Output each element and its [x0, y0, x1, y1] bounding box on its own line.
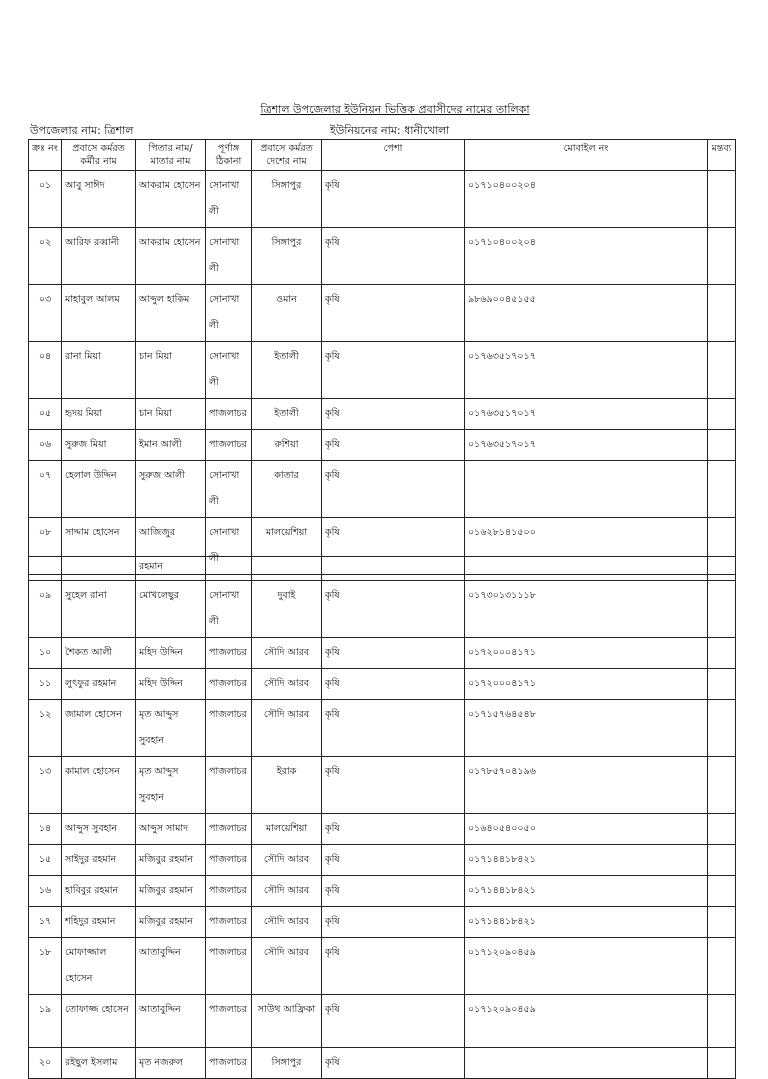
cell-remarks — [708, 700, 736, 757]
col-header-name: প্রবাসে কর্মরত কর্মীর নাম — [62, 140, 136, 171]
col-header-remarks: মন্তব্য — [708, 140, 736, 171]
cell-remarks — [708, 228, 736, 285]
table-row — [29, 814, 736, 845]
cell-profession: কৃষি — [322, 995, 465, 1048]
cell-father: আতাবুদ্দিন — [136, 995, 206, 1048]
cell-profession: কৃষি — [322, 285, 465, 342]
cell-father: আকরাম হোসেন — [136, 171, 206, 228]
cell-remarks — [708, 399, 736, 430]
cell-profession: কৃষি — [322, 845, 465, 876]
cell-profession: কৃষি — [322, 938, 465, 995]
cell-address: সোনাখালী — [206, 342, 252, 399]
cell-country: সিঙ্গাপুর — [252, 1048, 322, 1079]
cell-profession: কৃষি — [322, 700, 465, 757]
cell-country: দুবাই — [252, 581, 322, 638]
cell-address: পাজলাচর — [206, 399, 252, 430]
cell-address: পাজলাচর — [206, 907, 252, 938]
table-row — [29, 228, 736, 285]
cell-remarks — [708, 342, 736, 399]
cell-father: মহিদ উদ্দিন — [136, 669, 206, 700]
cell-sl: ০২ — [29, 228, 62, 285]
cell-remarks — [708, 938, 736, 995]
cell-mobile: ০১৬৪০৫৪০০৫০ — [465, 814, 708, 845]
cell-mobile: ০১৭২০০০৪১৭১ — [465, 638, 708, 669]
cell-remarks — [708, 907, 736, 938]
cell-sl: ১৮ — [29, 938, 62, 995]
table-row — [29, 669, 736, 700]
cell-country: মালয়েশিয়া — [252, 814, 322, 845]
cell-remarks — [708, 285, 736, 342]
cell-profession: কৃষি — [322, 1048, 465, 1079]
cell-address: পাজলাচর — [206, 430, 252, 461]
cell-mobile: ০১৭৬৩৫১৭০১৭ — [465, 399, 708, 430]
cell-name: লুৎফুর রহমান — [62, 669, 136, 700]
cell-remarks — [708, 669, 736, 700]
cell-remarks — [708, 995, 736, 1048]
cell-name: মোফাজ্জাল হোসেন — [62, 938, 136, 995]
cell-remarks — [708, 814, 736, 845]
cell-father: রহমান — [136, 557, 206, 581]
col-header-mobile: মোবাইল নং — [465, 140, 708, 171]
table-row — [29, 907, 736, 938]
cell-father: আকরাম হোসেন — [136, 228, 206, 285]
expatriate-table-page-2 — [28, 556, 736, 1079]
cell-profession: কৃষি — [322, 581, 465, 638]
cell-father: আজিজুর — [136, 518, 206, 575]
cell-remarks — [708, 845, 736, 876]
cell-address: পাজলাচর — [206, 757, 252, 814]
cell-address: পাজলাচর — [206, 938, 252, 995]
cell-country: সৌদি আরব — [252, 638, 322, 669]
cell-sl: ০৬ — [29, 430, 62, 461]
cell-country: ইতালী — [252, 399, 322, 430]
table-row — [29, 1048, 736, 1079]
cell-father: সুরুজ আলী — [136, 461, 206, 518]
cell-father: মজিবুর রহমান — [136, 876, 206, 907]
upazila-label: উপজেলার নাম: ত্রিশাল — [30, 124, 134, 137]
cell-mobile: ০১৭৩০১৩১১১৮ — [465, 581, 708, 638]
cell-sl: ০৯ — [29, 581, 62, 638]
cell-name: রইছুল ইসলাম — [62, 1048, 136, 1079]
cell-country: ইতালী — [252, 342, 322, 399]
cell-country: সৌদি আরব — [252, 700, 322, 757]
cell-remarks — [708, 171, 736, 228]
cell-profession: কৃষি — [322, 638, 465, 669]
cell-sl: ১৭ — [29, 907, 62, 938]
cell-profession: কৃষি — [322, 669, 465, 700]
cell-profession: কৃষি — [322, 342, 465, 399]
cell-mobile: ০১৬২৮১৪১৫০০ — [465, 518, 708, 575]
cell-mobile — [465, 1048, 708, 1079]
cell-name: আরিফ রব্বানী — [62, 228, 136, 285]
cell-address: পাজলাচর — [206, 700, 252, 757]
cell-mobile: ০১৭২০০০৪১৭১ — [465, 669, 708, 700]
cell-father: মোখলেছুর — [136, 581, 206, 638]
cell-address: সোনাখালী — [206, 171, 252, 228]
cell-father: মজিবুর রহমান — [136, 907, 206, 938]
table-row — [29, 430, 736, 461]
cell-profession: কৃষি — [322, 757, 465, 814]
cell-mobile: ০১৭১০৪০০২০৪ — [465, 171, 708, 228]
cell-address: সোনাখালী — [206, 581, 252, 638]
cell-sl — [29, 557, 62, 581]
cell-father: চান মিয়া — [136, 342, 206, 399]
cell-country: সিঙ্গাপুর — [252, 228, 322, 285]
cell-father: চান মিয়া — [136, 399, 206, 430]
col-header-father: পিতার নাম/মাতার নাম — [136, 140, 206, 171]
cell-address: পাজলাচর — [206, 638, 252, 669]
cell-address: সোনাখালী — [206, 461, 252, 518]
table-row — [29, 285, 736, 342]
cell-name: রানা মিয়া — [62, 342, 136, 399]
cell-name: হেলাল উদ্দিন — [62, 461, 136, 518]
cell-name: কামাল হোসেন — [62, 757, 136, 814]
cell-mobile: ০১৭১০৪০০২০৪ — [465, 228, 708, 285]
cell-father: মৃত আব্দুস সুবহান — [136, 757, 206, 814]
cell-profession: কৃষি — [322, 228, 465, 285]
cell-remarks — [708, 430, 736, 461]
cell-sl: ০৩ — [29, 285, 62, 342]
cell-sl: ১৪ — [29, 814, 62, 845]
table-row — [29, 581, 736, 638]
cell-address: পাজলাচর — [206, 814, 252, 845]
table-row — [29, 171, 736, 228]
cell-country: মালয়েশিয়া — [252, 518, 322, 575]
cell-father: মহিদ উদ্দিন — [136, 638, 206, 669]
cell-sl: ১১ — [29, 669, 62, 700]
cell-father: মজিবুর রহমান — [136, 845, 206, 876]
cell-mobile: ০১৭১৪৪১৮৪২১ — [465, 845, 708, 876]
cell-country: ওমান — [252, 285, 322, 342]
cell-mobile: ০১৭১৪৪১৮৪২১ — [465, 907, 708, 938]
cell-remarks — [708, 638, 736, 669]
cell-country: কাতার — [252, 461, 322, 518]
cell-name: মাহাবুল আলম — [62, 285, 136, 342]
cell-address: পাজলাচর — [206, 1048, 252, 1079]
cell-remarks — [708, 1048, 736, 1079]
cell-mobile: ০১৭১২০৯০৪৫৯ — [465, 995, 708, 1048]
cell-name — [62, 557, 136, 581]
cell-sl: ১০ — [29, 638, 62, 669]
cell-father: মৃত আব্দুস সুবহান — [136, 700, 206, 757]
cell-name: তোফাজ্জ হোসেন — [62, 995, 136, 1048]
table-row — [29, 845, 736, 876]
cell-mobile: ৯৮৬৯০০৪৫১৫৫ — [465, 285, 708, 342]
cell-address: সোনাখালী — [206, 518, 252, 575]
table-row — [29, 700, 736, 757]
cell-name: জামাল হোসেন — [62, 700, 136, 757]
table-row — [29, 876, 736, 907]
cell-mobile: ০১৭৮৫৭০৪১৯৬ — [465, 757, 708, 814]
table-row — [29, 638, 736, 669]
document-title: ত্রিশাল উপজেলার ইউনিয়ন ভিত্তিক প্রবাসীদের নামের তালিকা — [260, 103, 530, 116]
table-row — [29, 342, 736, 399]
cell-name: হাবিবুর রহমান — [62, 876, 136, 907]
cell-father: মৃত নজরুল — [136, 1048, 206, 1079]
cell-remarks — [708, 461, 736, 518]
cell-profession: কৃষি — [322, 814, 465, 845]
cell-father: আতাবুদ্দিন — [136, 938, 206, 995]
cell-remarks — [708, 876, 736, 907]
cell-sl: ০৮ — [29, 518, 62, 575]
cell-address — [206, 557, 252, 581]
cell-sl: ১২ — [29, 700, 62, 757]
cell-name: সুরুজ মিয়া — [62, 430, 136, 461]
cell-address: পাজলাচর — [206, 876, 252, 907]
cell-country: ইরাক — [252, 757, 322, 814]
cell-name: শৈকত আলী — [62, 638, 136, 669]
cell-remarks — [708, 757, 736, 814]
cell-address: পাজলাচর — [206, 669, 252, 700]
cell-profession: কৃষি — [322, 461, 465, 518]
cell-mobile — [465, 557, 708, 581]
expatriate-table-page-1 — [28, 139, 736, 575]
cell-country: সৌদি আরব — [252, 876, 322, 907]
cell-name: শহিদুর রহমান — [62, 907, 136, 938]
cell-mobile: ০১৭৬৩৫১৭০১৭ — [465, 430, 708, 461]
cell-sl: ২০ — [29, 1048, 62, 1079]
cell-father: আব্দুস সামাদ — [136, 814, 206, 845]
cell-profession: কৃষি — [322, 907, 465, 938]
cell-profession: কৃষি — [322, 518, 465, 575]
col-header-profession: পেশা — [322, 140, 465, 171]
cell-remarks — [708, 557, 736, 581]
union-label: ইউনিয়নের নাম: ধানীখোলা — [330, 124, 450, 137]
cell-father: ইমান আলী — [136, 430, 206, 461]
cell-sl: ০৫ — [29, 399, 62, 430]
cell-sl: ১৩ — [29, 757, 62, 814]
table-row — [29, 995, 736, 1048]
cell-country: সৌদি আরব — [252, 938, 322, 995]
cell-mobile — [465, 461, 708, 518]
cell-mobile: ০১৭১২০৯০৪৫৯ — [465, 938, 708, 995]
cell-country: রুশিয়া — [252, 430, 322, 461]
continuation-row — [29, 557, 736, 581]
cell-address: পাজলাচর — [206, 995, 252, 1048]
cell-sl: ০১ — [29, 171, 62, 228]
cell-mobile: ০১৭৬৩৫১৭০১৭ — [465, 342, 708, 399]
cell-profession: কৃষি — [322, 430, 465, 461]
cell-sl: ১৫ — [29, 845, 62, 876]
cell-remarks — [708, 581, 736, 638]
cell-country — [252, 557, 322, 581]
table-header-row — [29, 140, 736, 171]
cell-profession: কৃষি — [322, 171, 465, 228]
table-row — [29, 938, 736, 995]
col-header-country: প্রবাসে কর্মরত দেশের নাম — [252, 140, 322, 171]
col-header-address: পূর্ণাঙ্গ ঠিকানা — [206, 140, 252, 171]
table-row — [29, 399, 736, 430]
table-row — [29, 461, 736, 518]
table-row — [29, 757, 736, 814]
cell-country: সাউথ আফ্রিকা — [252, 995, 322, 1048]
cell-address: পাজলাচর — [206, 845, 252, 876]
cell-name: সাইদুর রহমান — [62, 845, 136, 876]
cell-mobile: ০১৭১৪৪১৮৪২১ — [465, 876, 708, 907]
cell-sl: ০৪ — [29, 342, 62, 399]
cell-name: আব্দুস সুবহান — [62, 814, 136, 845]
cell-country: সৌদি আরব — [252, 669, 322, 700]
cell-address: সোনাখালী — [206, 285, 252, 342]
cell-address: সোনাখালী — [206, 228, 252, 285]
cell-profession: কৃষি — [322, 399, 465, 430]
cell-country: সৌদি আরব — [252, 845, 322, 876]
cell-sl: ০৭ — [29, 461, 62, 518]
cell-name: সুহেল রানা — [62, 581, 136, 638]
cell-country: সিঙ্গাপুর — [252, 171, 322, 228]
cell-sl: ১৯ — [29, 995, 62, 1048]
cell-name: সাদ্দাম হোসেন — [62, 518, 136, 575]
cell-profession — [322, 557, 465, 581]
cell-name: হৃদয় মিয়া — [62, 399, 136, 430]
cell-father: আব্দুল হাকিম — [136, 285, 206, 342]
cell-mobile: ০১৭১৫৭৬৪৫৪৮ — [465, 700, 708, 757]
cell-profession: কৃষি — [322, 876, 465, 907]
cell-country: সৌদি আরব — [252, 907, 322, 938]
col-header-sl: ক্রঃ নং — [29, 140, 62, 171]
cell-name: আবু সাঈদ — [62, 171, 136, 228]
cell-sl: ১৬ — [29, 876, 62, 907]
